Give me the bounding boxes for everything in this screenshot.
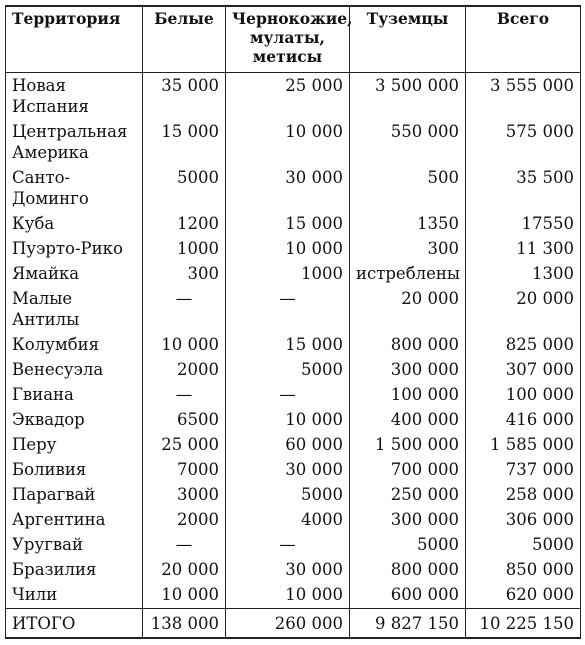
total-label: ИТОГО: [6, 609, 143, 639]
cell-blacks-mulattoes-mestizos: 10 000: [226, 583, 350, 609]
cell-natives: 300 000: [350, 358, 466, 383]
table-row: [6, 120, 581, 166]
cell-whites: 3000: [143, 483, 226, 508]
cell-total: 1300: [466, 262, 581, 287]
table-row: [6, 383, 581, 408]
table-row: [6, 333, 581, 358]
cell-natives: 5000: [350, 533, 466, 558]
cell-territory: Санто-Доминго: [6, 166, 143, 212]
cell-territory: Новая Испания: [6, 73, 143, 121]
cell-blacks-mulattoes-mestizos: 30 000: [226, 558, 350, 583]
cell-whites: 7000: [143, 458, 226, 483]
cell-blacks-mulattoes-mestizos: 30 000: [226, 166, 350, 212]
cell-natives: 800 000: [350, 558, 466, 583]
table-footer: [6, 609, 581, 639]
cell-whites: —: [143, 383, 226, 408]
cell-blacks-mulattoes-mestizos: 10 000: [226, 408, 350, 433]
total-all: 10 225 150: [466, 609, 581, 639]
cell-total: 306 000: [466, 508, 581, 533]
cell-blacks-mulattoes-mestizos: 25 000: [226, 73, 350, 121]
table-row: [6, 533, 581, 558]
table-row: [6, 558, 581, 583]
cell-territory: Эквадор: [6, 408, 143, 433]
total-blacks-mulattoes-mestizos: 260 000: [226, 609, 350, 639]
table-row: [6, 262, 581, 287]
cell-natives: 250 000: [350, 483, 466, 508]
cell-total: 850 000: [466, 558, 581, 583]
table-row: [6, 73, 581, 121]
cell-territory: Малые Антилы: [6, 287, 143, 333]
population-table: [5, 5, 581, 639]
cell-natives: истреблены: [350, 262, 466, 287]
cell-whites: —: [143, 533, 226, 558]
cell-natives: 300: [350, 237, 466, 262]
cell-whites: 2000: [143, 358, 226, 383]
cell-blacks-mulattoes-mestizos: —: [226, 287, 350, 333]
cell-territory: Боливия: [6, 458, 143, 483]
cell-natives: 1350: [350, 212, 466, 237]
table-header: [6, 6, 581, 73]
cell-whites: 6500: [143, 408, 226, 433]
cell-blacks-mulattoes-mestizos: 10 000: [226, 120, 350, 166]
cell-territory: Гвиана: [6, 383, 143, 408]
header-territory: Территория: [6, 6, 143, 73]
cell-total: 620 000: [466, 583, 581, 609]
table-row: [6, 483, 581, 508]
cell-territory: Перу: [6, 433, 143, 458]
cell-whites: 25 000: [143, 433, 226, 458]
cell-total: 20 000: [466, 287, 581, 333]
table-row: [6, 237, 581, 262]
cell-natives: 500: [350, 166, 466, 212]
cell-total: 100 000: [466, 383, 581, 408]
cell-natives: 400 000: [350, 408, 466, 433]
cell-blacks-mulattoes-mestizos: —: [226, 533, 350, 558]
table-row: [6, 287, 581, 333]
cell-whites: 2000: [143, 508, 226, 533]
total-natives: 9 827 150: [350, 609, 466, 639]
cell-whites: 300: [143, 262, 226, 287]
cell-whites: 35 000: [143, 73, 226, 121]
cell-blacks-mulattoes-mestizos: 5000: [226, 358, 350, 383]
cell-total: 35 500: [466, 166, 581, 212]
cell-total: 825 000: [466, 333, 581, 358]
cell-blacks-mulattoes-mestizos: —: [226, 383, 350, 408]
cell-natives: 20 000: [350, 287, 466, 333]
cell-territory: Пуэрто-Рико: [6, 237, 143, 262]
header-natives: Туземцы: [350, 6, 466, 73]
cell-blacks-mulattoes-mestizos: 60 000: [226, 433, 350, 458]
table-row: [6, 358, 581, 383]
cell-whites: 1000: [143, 237, 226, 262]
cell-territory: Венесуэла: [6, 358, 143, 383]
cell-blacks-mulattoes-mestizos: 15 000: [226, 333, 350, 358]
cell-total: 1 585 000: [466, 433, 581, 458]
cell-natives: 300 000: [350, 508, 466, 533]
cell-territory: Куба: [6, 212, 143, 237]
cell-territory: Аргентина: [6, 508, 143, 533]
cell-whites: 5000: [143, 166, 226, 212]
cell-territory: Ямайка: [6, 262, 143, 287]
total-whites: 138 000: [143, 609, 226, 639]
cell-whites: 1200: [143, 212, 226, 237]
table-row: [6, 458, 581, 483]
cell-natives: 800 000: [350, 333, 466, 358]
cell-blacks-mulattoes-mestizos: 4000: [226, 508, 350, 533]
cell-territory: Центральная Америка: [6, 120, 143, 166]
table-row: [6, 508, 581, 533]
cell-whites: 15 000: [143, 120, 226, 166]
cell-total: 5000: [466, 533, 581, 558]
cell-territory: Чили: [6, 583, 143, 609]
cell-total: 416 000: [466, 408, 581, 433]
cell-blacks-mulattoes-mestizos: 1000: [226, 262, 350, 287]
cell-natives: 550 000: [350, 120, 466, 166]
table-row: [6, 583, 581, 609]
cell-natives: 700 000: [350, 458, 466, 483]
cell-whites: 20 000: [143, 558, 226, 583]
table-body: [6, 73, 581, 609]
cell-total: 737 000: [466, 458, 581, 483]
cell-territory: Парагвай: [6, 483, 143, 508]
cell-whites: 10 000: [143, 583, 226, 609]
cell-total: 258 000: [466, 483, 581, 508]
cell-territory: Бразилия: [6, 558, 143, 583]
cell-blacks-mulattoes-mestizos: 5000: [226, 483, 350, 508]
header-row: [6, 6, 581, 73]
cell-whites: 10 000: [143, 333, 226, 358]
header-total: Всего: [466, 6, 581, 73]
cell-total: 575 000: [466, 120, 581, 166]
cell-territory: Уругвай: [6, 533, 143, 558]
cell-natives: 1 500 000: [350, 433, 466, 458]
cell-natives: 3 500 000: [350, 73, 466, 121]
cell-blacks-mulattoes-mestizos: 10 000: [226, 237, 350, 262]
cell-territory: Колумбия: [6, 333, 143, 358]
header-whites: Белые: [143, 6, 226, 73]
cell-natives: 100 000: [350, 383, 466, 408]
cell-total: 17550: [466, 212, 581, 237]
table-row: [6, 212, 581, 237]
cell-blacks-mulattoes-mestizos: 15 000: [226, 212, 350, 237]
cell-whites: —: [143, 287, 226, 333]
header-blacks-mulattoes-mestizos: Чернокожие, мулаты, метисы: [226, 6, 350, 73]
cell-total: 11 300: [466, 237, 581, 262]
cell-total: 3 555 000: [466, 73, 581, 121]
table-row: [6, 408, 581, 433]
cell-total: 307 000: [466, 358, 581, 383]
table-row: [6, 166, 581, 212]
table-row: [6, 433, 581, 458]
cell-blacks-mulattoes-mestizos: 30 000: [226, 458, 350, 483]
total-row: [6, 609, 581, 639]
cell-natives: 600 000: [350, 583, 466, 609]
